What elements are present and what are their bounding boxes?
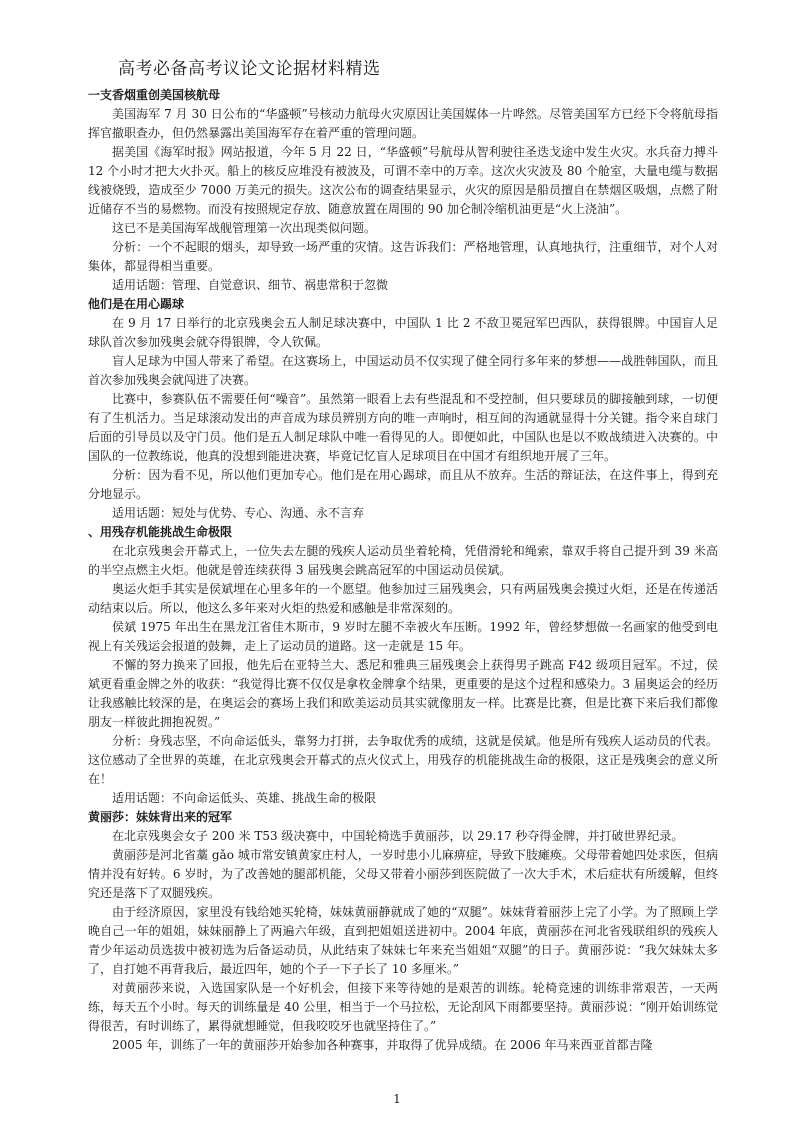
paragraph: 适用话题：管理、自觉意识、细节、祸患常积于忽微	[112, 278, 389, 292]
paragraph: 分析：因为看不见，所以他们更加专心。他们是在用心踢球，而且从不放弃。生活的辩证法，在这件事上，得到充分地显示。	[88, 468, 718, 501]
paragraph: 比赛中，参赛队伍不需要任何“噪音”。虽然第一眼看上去有些混乱和不受控制，但只要球员的脚接触到球，一切便有了生机活力。当足球滚动发出的声音成为球员辨别方向的唯一声响时，相互间的沟通就显得十分关键。指令来自球门后面的引导员以及守门员。他们是五人制足球队中唯一看得见的人。即便如此，中国队也是以不败战绩进入决赛的。中国队的一位教练说，他真的没想到能进决赛，毕竟记忆盲人足球项目在中国才有组织地开展了三年。	[88, 392, 718, 463]
paragraph: 在北京残奥会女子 200 米 T53 级决赛中，中国轮椅选手黄丽莎，以 29.17 秒夺得金牌，并打破世界纪录。	[112, 829, 684, 843]
document-title: 高考必备高考议论文论据材料精选	[118, 59, 381, 79]
paragraph: 分析：身残志坚，不向命运低头，靠努力打拼，去争取优秀的成绩，这就是侯斌。他是所有残疾人运动员的代表。这位感动了全世界的英雄，在北京残奥会开幕式的点火仪式上，用残存的机能挑战生命的极限，这正是残奥会的意义所在！	[88, 734, 718, 786]
paragraph: 奥运火炬手其实是侯斌埋在心里多年的一个愿望。他参加过三届残奥会，只有两届残奥会摸过火炬，还是在传递活动结束以后。所以，他这么多年来对火炬的热爱和感触是非常深刻的。	[88, 582, 718, 615]
paragraph: 黄丽莎是河北省藁 gǎo 城市常安镇黄家庄村人，一岁时患小儿麻痹症，导致下肢瘫痪。父母带着她四处求医，但病情并没有好转。6 岁时，为了改善她的腿部机能，父母又带着小丽莎到医院做了一次大手术，术后症状有所缓解，但终究还是落下了双腿残疾。	[88, 848, 718, 900]
paragraph: 适用话题：不向命运低头、英雄、挑战生命的极限	[112, 791, 377, 805]
paragraph: 美国海军 7 月 30 日公布的“华盛顿”号核动力航母火灾原因让美国媒体一片哗然。尽管美国军方已经下令将航母指挥官撤职查办，但仍然暴露出美国海军存在着严重的管理问题。	[88, 107, 718, 140]
paragraph: 侯斌 1975 年出生在黑龙江省佳木斯市，9 岁时左腿不幸被火车压断。1992 年，曾经梦想做一名画家的他受到电视上有关残运会报道的鼓舞，走上了运动员的道路。这一走就是 15 年。	[88, 620, 718, 653]
paragraph: 由于经济原因，家里没有钱给她买轮椅，妹妹黄丽静就成了她的“双腿”。妹妹背着丽莎上完了小学。为了照顾上学晚自己一年的姐姐，妹妹丽静上了两遍六年级，直到把姐姐送进初中。2004 年底，黄丽莎在河北省残联组织的残疾人青少年运动员选拔中被初选为后备运动员，从此结束了妹妹七年来充当姐姐“双腿”的日子。黄丽莎说：“我欠妹妹太多了，自打她不再背我后，最近四年，她的个子一下子长了 10 多厘米。”	[88, 905, 718, 976]
paragraph: 据美国《海军时报》网站报道，今年 5 月 22 日，“华盛顿”号航母从智利驶往圣迭戈途中发生火灾。水兵奋力搏斗 12 个小时才把大火扑灭。船上的核反应堆没有被波及，可谓不幸中的万幸。这次火灾波及 80 个舱室，大量电缆与数据线被烧毁，造成至少 7000 万美元的损失。这次公布的调查结果显示，火灾的原因是船员擅自在禁烟区吸烟，点燃了附近储存不当的易燃物。而没有按照规定存放、随意放置在周围的 90 加仑制冷缩机油更是“火上浇油”。	[88, 145, 718, 216]
section-heading: 一支香烟重创美国核航母	[88, 88, 221, 102]
page-number: 1	[393, 1092, 401, 1106]
document-page	[88, 58, 718, 1055]
paragraph: 2005 年，训练了一年的黄丽莎开始参加各种赛事，并取得了优异成绩。在 2006 年马来西亚首都吉隆	[112, 1038, 653, 1052]
document-body	[88, 86, 718, 1055]
paragraph: 这已不是美国海军战舰管理第一次出现类似问题。	[112, 221, 377, 235]
paragraph: 不懈的努力换来了回报，他先后在亚特兰大、悉尼和雅典三届残奥会上获得男子跳高 F42 级项目冠军。不过，侯斌更看重金牌之外的收获：“我觉得比赛不仅仅是拿枚金牌拿个结果，更重要的是这个过程和感染力。3 届奥运会的经历让我感触比较深的是，在奥运会的赛场上我们和欧美运动员其实就像朋友一样。比赛是比赛，但是比赛下来后我们都像朋友一样彼此拥抱祝贺。”	[88, 658, 718, 729]
paragraph: 分析：一个不起眼的烟头，却导致一场严重的灾情。这告诉我们：严格地管理，认真地执行，注重细节，对个人对集体，都显得相当重要。	[88, 240, 718, 273]
paragraph: 对黄丽莎来说，入选国家队是一个好机会，但接下来等待她的是艰苦的训练。轮椅竞速的训练非常艰苦，一天两练，每天五个小时。每天的训练量是 40 公里，相当于一个马拉松，无论刮风下雨都要坚持。黄丽莎说：“刚开始训练觉得很苦，有时训练了，累得就想睡觉，但我咬咬牙也就坚持住了。”	[88, 981, 718, 1033]
paragraph: 在北京残奥会开幕式上，一位失去左腿的残疾人运动员坐着轮椅，凭借滑轮和绳索，靠双手将自己提升到 39 米高的半空点燃主火炬。他就是曾连续获得 3 届残奥会跳高冠军的中国运动员侯斌。	[88, 544, 718, 577]
paragraph: 盲人足球为中国人带来了希望。在这赛场上，中国运动员不仅实现了健全同行多年来的梦想——战胜韩国队，而且首次参加残奥会就闯进了决赛。	[88, 354, 718, 387]
section-heading: 、用残存机能挑战生命极限	[88, 525, 233, 539]
section-heading: 他们是在用心踢球	[88, 297, 185, 311]
section-heading: 黄丽莎：妹妹背出来的冠军	[88, 810, 233, 824]
paragraph: 适用话题：短处与优势、专心、沟通、永不言弃	[112, 506, 365, 520]
paragraph: 在 9 月 17 日举行的北京残奥会五人制足球决赛中，中国队 1 比 2 不敌卫冕冠军巴西队，获得银牌。中国盲人足球队首次参加残奥会就夺得银牌，令人钦佩。	[88, 316, 718, 349]
